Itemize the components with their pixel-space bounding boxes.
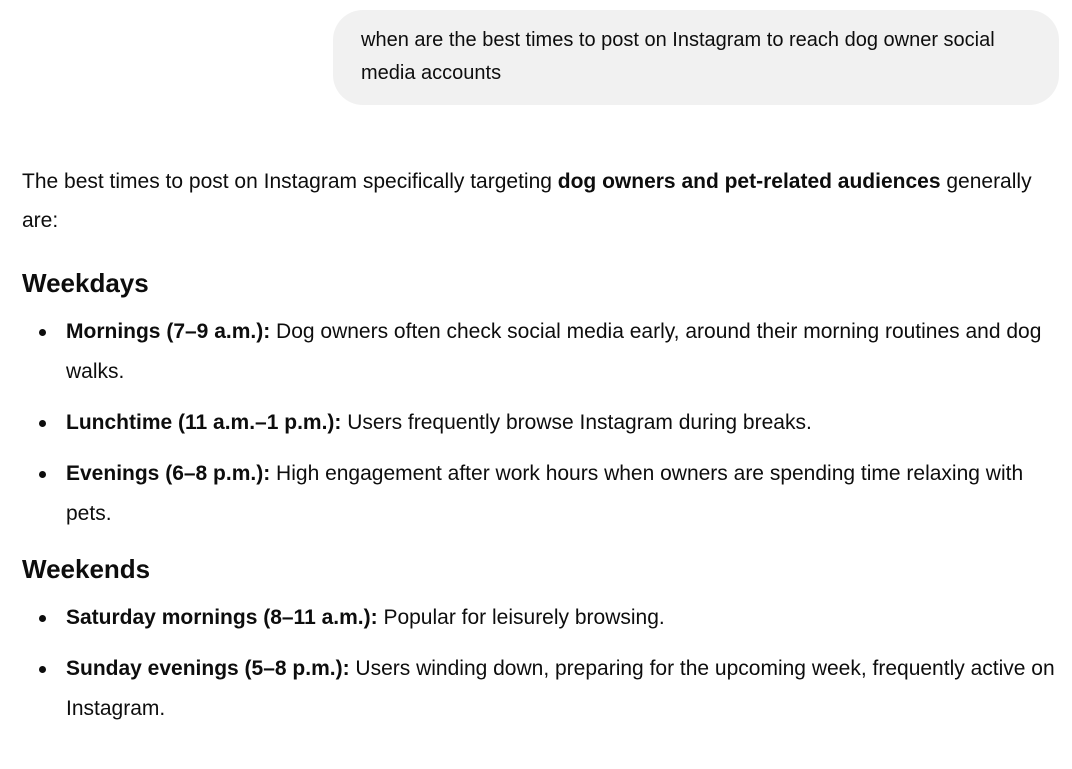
weekends-list — [22, 598, 1062, 729]
item-label: Mornings (7–9 a.m.): — [66, 320, 271, 343]
user-message-row — [333, 10, 1059, 105]
list-item-weekday-evenings — [22, 454, 1062, 534]
item-text: Popular for leisurely browsing. — [377, 606, 665, 629]
item-label: Evenings (6–8 p.m.): — [66, 462, 271, 485]
item-text: Users winding down, preparing for the upcoming week, frequently active on Instagram. — [66, 657, 1055, 720]
item-text: Dog owners often check social media early, around their morning routines and dog walks. — [66, 320, 1042, 383]
intro-suffix: generally are: — [22, 170, 1032, 232]
section-weekdays — [22, 266, 1062, 534]
intro-bold-phrase: dog owners and pet-related audiences — [557, 170, 941, 193]
list-item-sunday-evenings — [22, 649, 1062, 729]
assistant-response — [22, 162, 1062, 740]
item-text: High engagement after work hours when owners are spending time relaxing with pets. — [66, 462, 1024, 525]
list-item-weekday-lunchtime — [22, 403, 1062, 443]
item-text: Users frequently browse Instagram during breaks. — [341, 411, 812, 434]
item-label: Lunchtime (11 a.m.–1 p.m.): — [66, 411, 342, 434]
item-label: Sunday evenings (5–8 p.m.): — [66, 657, 350, 680]
list-item-saturday-mornings — [22, 598, 1062, 638]
user-message-bubble: when are the best times to post on Instagram to reach dog owner social media accounts — [333, 10, 1059, 105]
item-label: Saturday mornings (8–11 a.m.): — [66, 606, 378, 629]
section-heading-weekdays: Weekdays — [22, 268, 149, 298]
intro-prefix: The best times to post on Instagram specifically targeting — [22, 170, 558, 193]
list-item-weekday-mornings — [22, 312, 1062, 392]
section-heading-weekends: Weekends — [22, 554, 151, 584]
weekdays-list — [22, 312, 1062, 534]
section-weekends — [22, 552, 1062, 729]
response-intro — [22, 162, 1062, 240]
